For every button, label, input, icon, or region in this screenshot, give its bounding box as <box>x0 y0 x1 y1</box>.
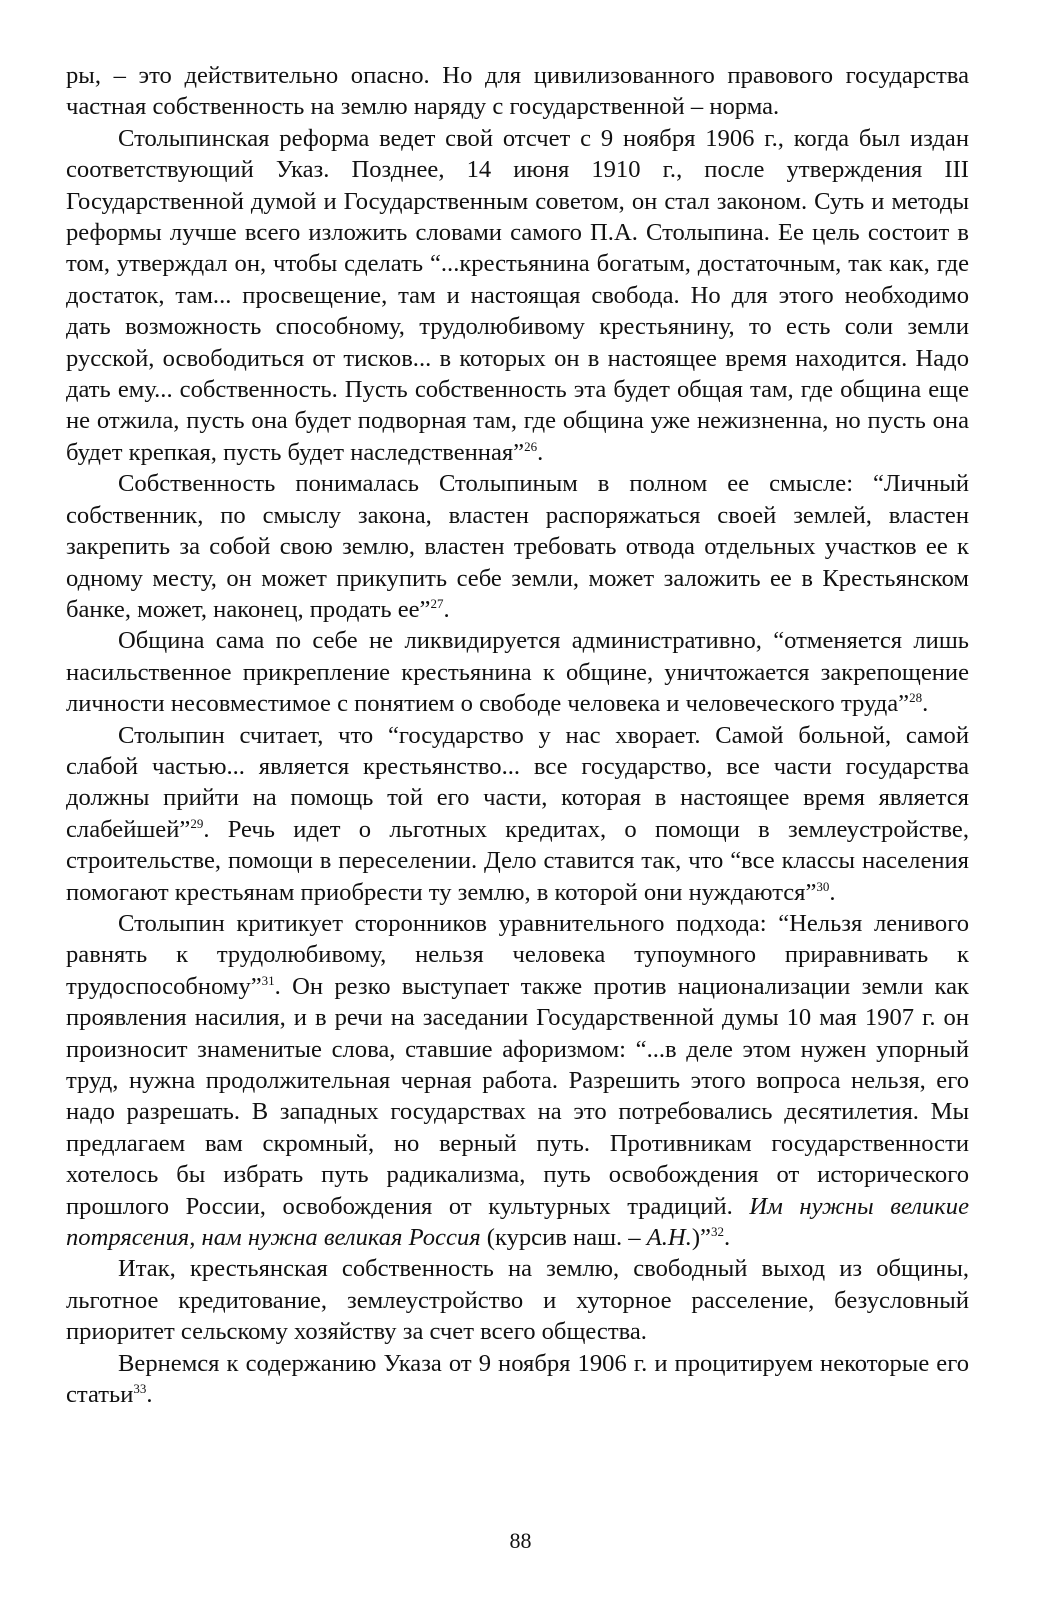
text-run: . <box>537 438 544 466</box>
footnote-ref: 32 <box>710 1224 724 1240</box>
text-run: . <box>723 1224 731 1252</box>
text-run: Итак, крестьянская собственность на землю, свободный выход из общины, льготное кредитование, землеустройство и хуторное расселение, безусловный приоритет сельскому хозяйству за счет всего общества. <box>66 1255 969 1346</box>
italic-text: Им нужны великие потрясения, нам нужна великая Россия <box>66 1192 969 1252</box>
footnote-ref: 28 <box>909 690 923 706</box>
text-run: Столыпин считает, что “государство у нас хворает. Самой больной, самой слабой частью... является крестьянство... все государство, все части государства должны прийти на помощь той его части, которая в настоящее время является слабейшей” <box>66 721 969 843</box>
text-run: . <box>443 595 450 623</box>
paragraph <box>66 908 969 1253</box>
footnote-ref: 31 <box>261 972 275 988</box>
italic-text: А.Н. <box>646 1224 692 1252</box>
text-run: . Он резко выступает также против национализации земли как проявления насилия, и в речи на заседании Государственной думы 10 мая 1907 г. он произносит знаменитые слова, ставшие афоризмом: “...в деле этом нужен упорный труд, нужна продолжительная черная работа. Разрешить этого вопроса нельзя, его надо разрешать. В западных государствах на это потребовались десятилетия. Мы предлагаем вам скромный, но верный путь. Противникам государственности хотелось бы избрать путь радикализма, путь освобождения от исторического прошлого России, освобождения от культурных традиций. <box>66 972 969 1220</box>
paragraph <box>66 625 969 719</box>
text-run: . <box>829 878 836 906</box>
text-run: . <box>922 690 929 718</box>
paragraph <box>66 123 969 468</box>
text-run: Столыпинская реформа ведет свой отсчет с 9 ноября 1906 г., когда был издан соответствующий Указ. Позднее, 14 июня 1910 г., после утверждения III Государственной думой и Государственным советом, он стал законом. Суть и методы реформы лучше всего изложить словами самого П.А. Столыпина. Ее цель состоит в том, утверждал он, чтобы сделать “...крестьянина богатым, достаточным, так как, где достаток, там... просвещение, там и настоящая свобода. Но для этого необходимо дать возможность способному, трудолюбивому крестьянину, то есть соли земли русской, освободиться от тисков... в которых он в настоящее время находится. Надо дать ему... собственность. Пусть собственность эта будет общая там, где община еще не отжила, пусть она будет подворная там, где община уже нежизненна, но пусть она будет крепкая, пусть будет наследственная” <box>66 124 969 466</box>
paragraph <box>66 468 969 625</box>
body-text <box>66 60 969 1410</box>
text-run: Собственность понималась Столыпиным в полном ее смысле: “Личный собственник, по смыслу закона, властен распоряжаться своей землей, властен закрепить за собой свою землю, властен требовать отвода отдельных участков ее к одному месту, он может прикупить себе земли, может заложить ее в Крестьянском банке, может, наконец, продать ее” <box>66 470 969 623</box>
text-run: )” <box>691 1224 711 1252</box>
text-run: Вернемся к содержанию Указа от 9 ноября 1906 г. и процитируем некоторые его статьи <box>66 1349 969 1409</box>
text-run: Община сама по себе не ликвидируется административно, “отменяется лишь насильственное прикрепление крестьянина к общине, уничтожается закрепощение личности несовместимое с понятием о свободе человека и человеческого труда” <box>66 627 969 718</box>
page-number: 88 <box>509 1528 532 1553</box>
footnote-ref: 26 <box>524 438 538 454</box>
footnote-ref: 27 <box>430 595 444 611</box>
text-run: ры, – это действительно опасно. Но для цивилизованного правового государства частная собственность на землю наряду с государственной – норма. <box>66 62 969 121</box>
text-run: . <box>146 1381 153 1409</box>
text-run: (курсив наш. – <box>480 1224 647 1252</box>
paragraph <box>66 60 969 123</box>
footnote-ref: 33 <box>133 1381 147 1397</box>
text-run: Столыпин критикует сторонников уравнительного подхода: “Нельзя ленивого равнять к трудолюбивому, нельзя человека тупоумного приравнивать к трудоспособному” <box>66 909 969 1000</box>
footnote-ref: 30 <box>816 878 830 894</box>
footnote-ref: 29 <box>190 815 204 831</box>
text-run: . Речь идет о льготных кредитах, о помощи в землеустройстве, строительстве, помощи в переселении. Дело ставится так, что “все классы населения помогают крестьянам приобрести ту землю, в которой они нуждаются” <box>66 815 969 906</box>
paragraph <box>66 1348 969 1411</box>
paragraph <box>66 720 969 908</box>
paragraph <box>66 1253 969 1347</box>
